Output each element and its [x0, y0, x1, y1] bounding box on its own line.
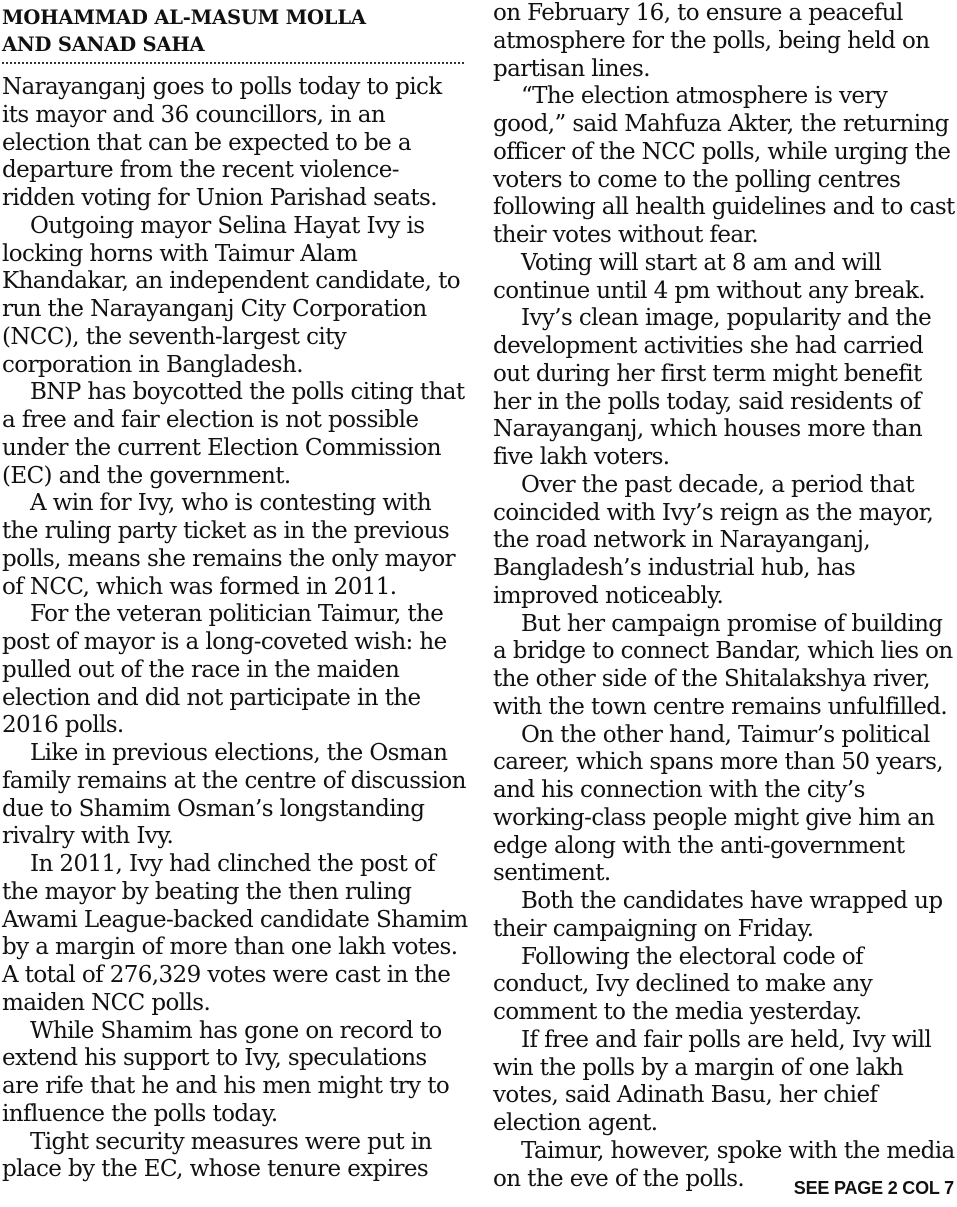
article-paragraph: On the other hand, Taimur’s political career, which spans more than 50 years, and his connection with the city’s working-class people might give him an edge along with the anti-government sentiment. — [493, 721, 943, 887]
article-paragraph: If free and fair polls are held, Ivy will win the polls by a margin of one lakh votes, said Adinath Basu, her chief election agent. — [493, 1026, 932, 1136]
article-paragraph: BNP has boycotted the polls citing that a free and fair election is not possible under the current Election Commission (EC) and the government. — [2, 379, 465, 489]
article-paragraph: In 2011, Ivy had clinched the post of the mayor by beating the then ruling Awami League-backed candidate Shamim by a margin of more than one lakh votes. A total of 276,329 votes were cast in the maiden NCC polls. — [2, 851, 468, 1016]
article-paragraph: Both the candidates have wrapped up their campaigning on Friday. — [493, 888, 943, 942]
byline-line-1: MOHAMMAD AL-MASUM MOLLA — [2, 6, 366, 29]
article-paragraph: “The election atmosphere is very good,” said Mahfuza Akter, the returning officer of the NCC polls, while urging the voters to come to the polling centres following all health guidelines and to cast their votes without fear. — [493, 83, 955, 248]
article-paragraph: Taimur, however, spoke with the media on the eve of the polls. — [493, 1137, 955, 1192]
article-column-right — [493, 0, 955, 1193]
article-paragraph: Ivy’s clean image, popularity and the development activities she had carried out during her first term might benefit her in the polls today, said residents of Narayanganj, which houses more than five lakh voters. — [493, 305, 932, 470]
article-paragraph: Voting will start at 8 am and will continue until 4 pm without any break. — [493, 249, 926, 304]
article-paragraph: Like in previous elections, the Osman family remains at the centre of discussion due to Shamim Osman’s longstanding rivalry with Ivy. — [2, 740, 466, 850]
article-paragraph: While Shamim has gone on record to extend his support to Ivy, speculations are rife that he and his men might try to influence the polls today. — [2, 1017, 450, 1127]
article-paragraph: For the veteran politician Taimur, the post of mayor is a long-coveted wish: he pulled out of the race in the maiden election and did not participate in the 2016 polls. — [2, 601, 447, 739]
article-paragraph: Narayanganj goes to polls today to pick its mayor and 36 councillors, in an election that can be expected to be a departure from the recent violence-ridden voting for Union Parishad seats. — [2, 74, 442, 211]
article-paragraph: A win for Ivy, who is contesting with the ruling party ticket as in the previous polls, means she remains the only mayor of NCC, which was formed in 2011. — [2, 490, 455, 600]
article-paragraph: Over the past decade, a period that coincided with Ivy’s reign as the mayor, the road network in Narayanganj, Bangladesh’s industrial hub, has improved noticeably. — [493, 471, 934, 609]
article-paragraph: Tight security measures were put in place by the EC, whose tenure expires — [2, 1128, 432, 1183]
byline-divider — [2, 62, 464, 64]
article-column-left — [2, 0, 468, 1184]
continuation-jump-line: SEE PAGE 2 COL 7 — [793, 1178, 954, 1198]
byline — [2, 0, 468, 58]
article-paragraph: But her campaign promise of building a bridge to connect Bandar, which lies on the other side of the Shitalakshya river, with the town centre remains unfulfilled. — [493, 610, 953, 720]
article-paragraph: Outgoing mayor Selina Hayat Ivy is locking horns with Taimur Alam Khandakar, an independent candidate, to run the Narayanganj City Corporation (NCC), the seventh-largest city corporation in Bangladesh. — [2, 212, 460, 378]
article-paragraph: Following the electoral code of conduct, Ivy declined to make any comment to the media yesterday. — [493, 943, 873, 1025]
byline-line-2: AND SANAD SAHA — [2, 33, 205, 56]
article-paragraph-continued: on February 16, to ensure a peaceful atmosphere for the polls, being held on partisan lines. — [493, 0, 930, 82]
